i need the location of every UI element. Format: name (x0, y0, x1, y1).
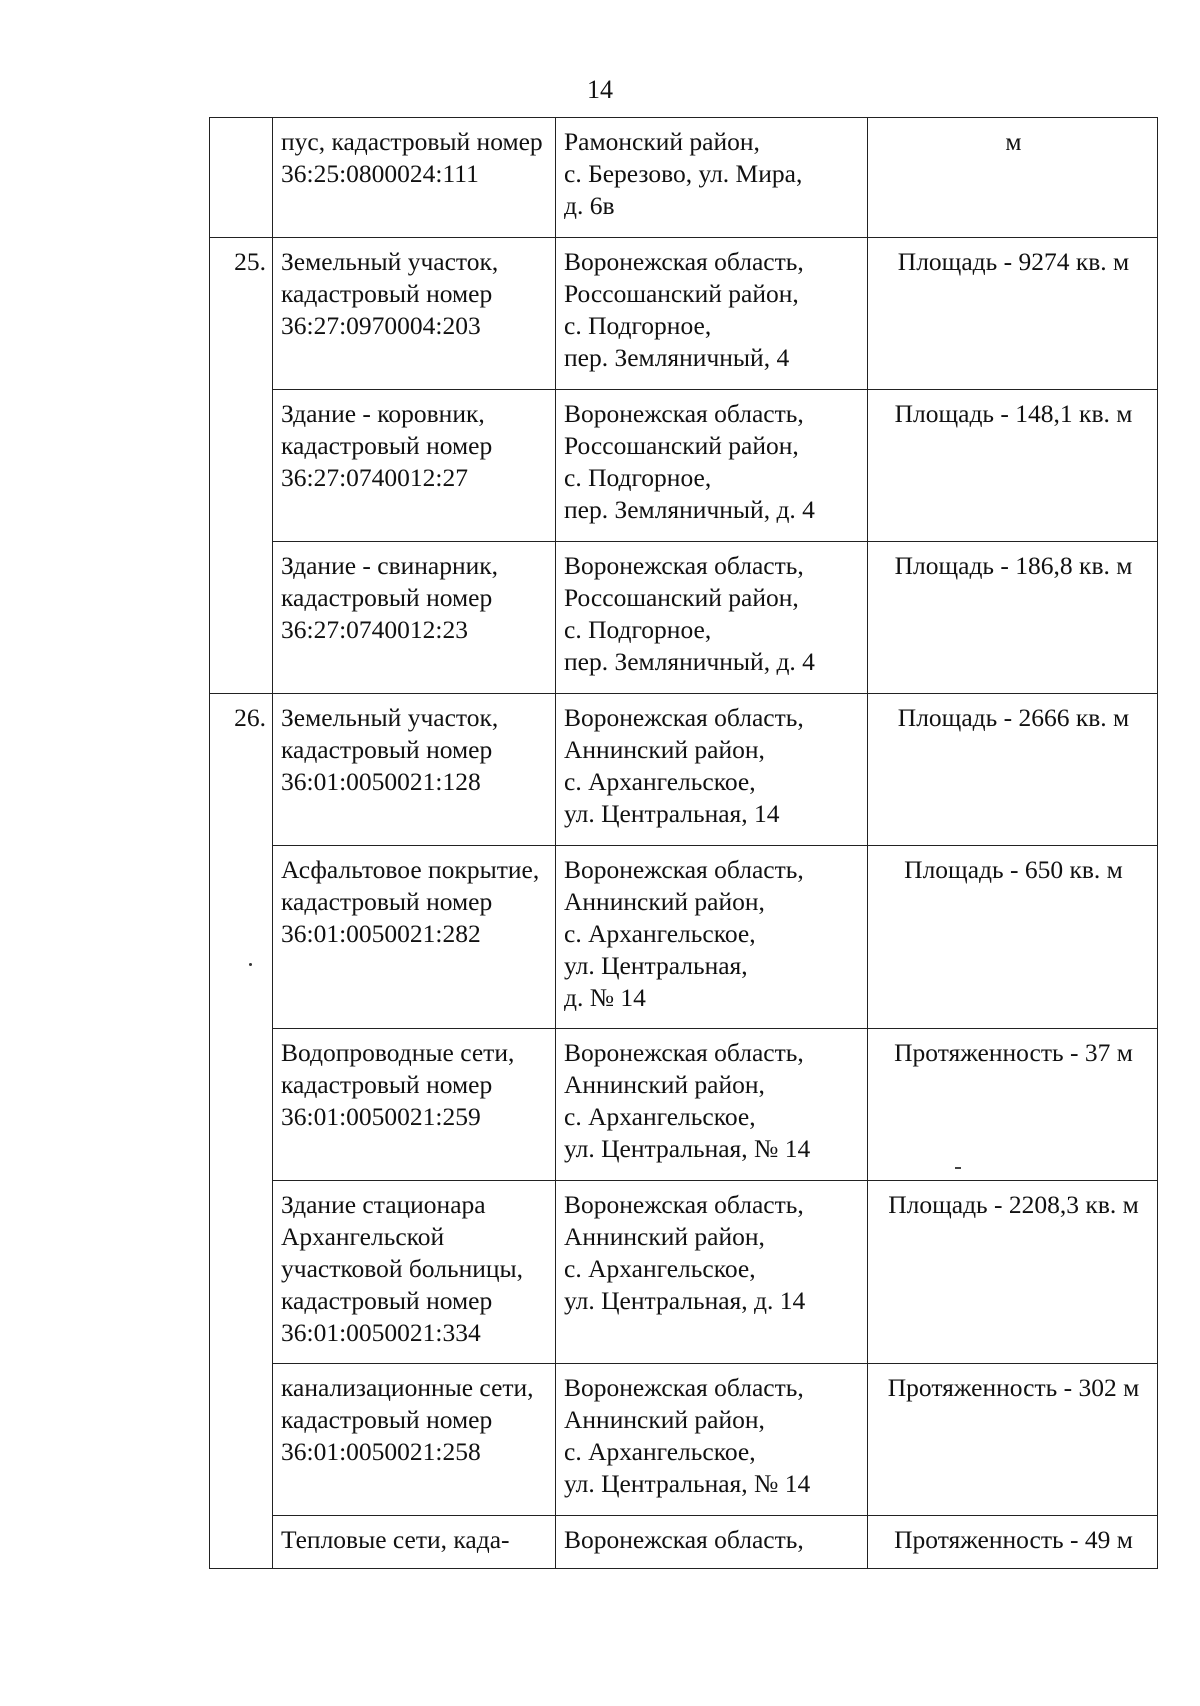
table-row (210, 238, 1158, 390)
object-measure: Площадь - 2208,3 кв. м (868, 1181, 1158, 1364)
table-row (210, 1516, 1158, 1569)
object-name: канализационные сети, кадастровый номер 36:01:0050021:258 (273, 1364, 556, 1516)
object-measure: Площадь - 2666 кв. м (868, 694, 1158, 846)
object-measure: Площадь - 186,8 кв. м (868, 542, 1158, 694)
row-number: 25. (210, 238, 273, 694)
object-measure: Площадь - 148,1 кв. м (868, 390, 1158, 542)
object-address: Воронежская область, Аннинский район, с. Архангельское, ул. Центральная, № 14 (556, 1029, 868, 1181)
table-row (210, 118, 1158, 238)
object-address: Воронежская область, Аннинский район, с. Архангельское, ул. Центральная, д. 14 (556, 1181, 868, 1364)
object-measure: Протяженность - 37 м (868, 1029, 1158, 1181)
property-table (209, 117, 1158, 1569)
page-number: 14 (587, 75, 613, 104)
object-name: Здание - коровник, кадастровый номер 36:27:0740012:27 (273, 390, 556, 542)
object-measure: м (868, 118, 1158, 238)
object-name: Здание стационара Архангельской участковой больницы, кадастровый номер 36:01:0050021:334 (273, 1181, 556, 1364)
row-number: 26. (210, 694, 273, 1569)
object-address: Воронежская область, Россошанский район, с. Подгорное, пер. Земляничный, 4 (556, 238, 868, 390)
object-name: пус, кадастровый номер 36:25:0800024:111 (273, 118, 556, 238)
object-name: Тепловые сети, када- (273, 1516, 556, 1569)
object-measure: Протяженность - 302 м (868, 1364, 1158, 1516)
table-row (210, 1181, 1158, 1364)
table-row (210, 390, 1158, 542)
object-address: Воронежская область, Аннинский район, с. Архангельское, ул. Центральная, 14 (556, 694, 868, 846)
object-address: Воронежская область, (556, 1516, 868, 1569)
object-name: Здание - свинарник, кадастровый номер 36:27:0740012:23 (273, 542, 556, 694)
table-row (210, 1364, 1158, 1516)
row-number (210, 118, 273, 238)
object-address: Рамонский район, с. Березово, ул. Мира, д. 6в (556, 118, 868, 238)
object-measure: Площадь - 9274 кв. м (868, 238, 1158, 390)
object-name: Асфальтовое покрытие, кадастровый номер 36:01:0050021:282 (273, 846, 556, 1029)
object-address: Воронежская область, Аннинский район, с. Архангельское, ул. Центральная, д. № 14 (556, 846, 868, 1029)
object-address: Воронежская область, Россошанский район, с. Подгорное, пер. Земляничный, д. 4 (556, 390, 868, 542)
object-name: Земельный участок, кадастровый номер 36:01:0050021:128 (273, 694, 556, 846)
scan-speck (955, 1167, 961, 1169)
table-row (210, 846, 1158, 1029)
table-row (210, 1029, 1158, 1181)
object-address: Воронежская область, Аннинский район, с. Архангельское, ул. Центральная, № 14 (556, 1364, 868, 1516)
object-address: Воронежская область, Россошанский район, с. Подгорное, пер. Земляничный, д. 4 (556, 542, 868, 694)
object-name: Водопроводные сети, кадастровый номер 36:01:0050021:259 (273, 1029, 556, 1181)
scan-speck (249, 963, 252, 966)
table-row (210, 542, 1158, 694)
table-row (210, 694, 1158, 846)
object-measure: Протяженность - 49 м (868, 1516, 1158, 1569)
object-name: Земельный участок, кадастровый номер 36:27:0970004:203 (273, 238, 556, 390)
object-measure: Площадь - 650 кв. м (868, 846, 1158, 1029)
